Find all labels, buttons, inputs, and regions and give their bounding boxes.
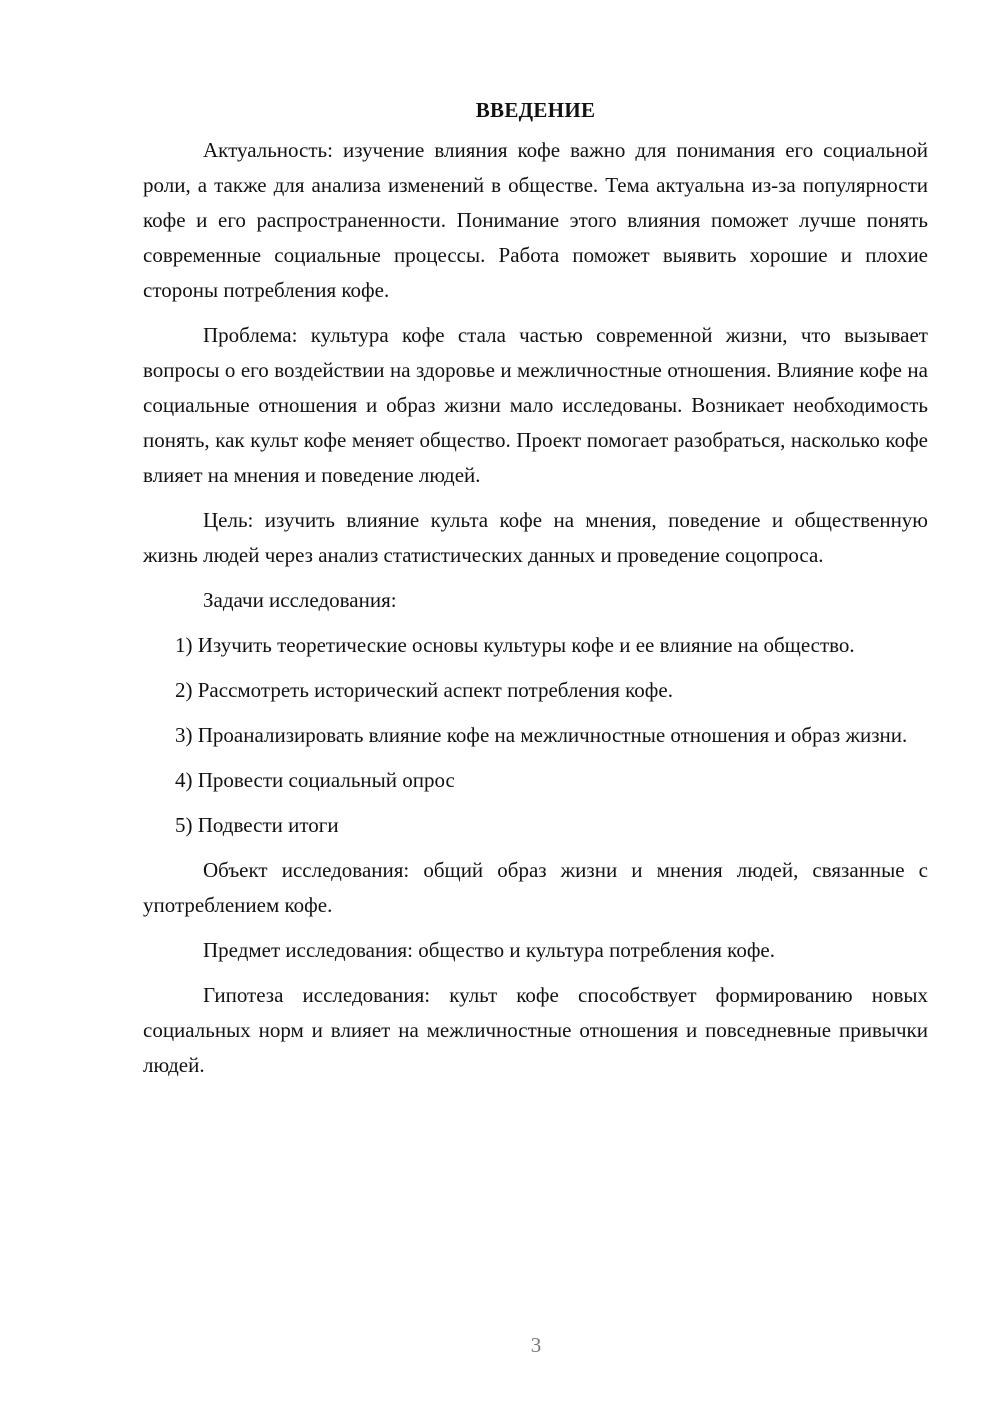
list-item-task-5: 5) Подвести итоги	[175, 813, 339, 837]
list-item-task-4: 4) Провести социальный опрос	[175, 768, 455, 792]
paragraph-goal: Цель: изучить влияние культа кофе на мнения, поведение и общественную жизнь людей через анализ статистических данных и проведение соцопроса.	[143, 508, 928, 567]
paragraph-hypothesis: Гипотеза исследования: культ кофе способствует формированию новых социальных норм и влияет на межличностные отношения и повседневные привычки людей.	[143, 983, 928, 1077]
section-heading: ВВЕДЕНИЕ	[475, 98, 596, 122]
page-number: 3	[530, 1333, 542, 1357]
list-item-task-1: 1) Изучить теоретические основы культуры кофе и ее влияние на общество.	[175, 633, 855, 657]
list-item-task-3: 3) Проанализировать влияние кофе на межличностные отношения и образ жизни.	[175, 723, 908, 747]
paragraph-tasks-title: Задачи исследования:	[203, 588, 397, 612]
paragraph-object: Объект исследования: общий образ жизни и мнения людей, связанные с употреблением кофе.	[143, 858, 928, 917]
list-item-task-2: 2) Рассмотреть исторический аспект потребления кофе.	[175, 678, 673, 702]
paragraph-relevance: Актуальность: изучение влияния кофе важно для понимания его социальной роли, а также для анализа изменений в обществе. Тема актуальна из-за популярности кофе и его распространенности. Понимание этого влияния поможет лучше понять современные социальные процессы. Работа поможет выявить хорошие и плохие стороны потребления кофе.	[143, 138, 928, 302]
paragraph-problem: Проблема: культура кофе стала частью современной жизни, что вызывает вопросы о его воздействии на здоровье и межличностные отношения. Влияние кофе на социальные отношения и образ жизни мало исследованы. Возникает необходимость понять, как культ кофе меняет общество. Проект помогает разобраться, насколько кофе влияет на мнения и поведение людей.	[143, 323, 928, 487]
paragraph-subject: Предмет исследования: общество и культура потребления кофе.	[203, 938, 775, 962]
document-page	[143, 95, 928, 1083]
